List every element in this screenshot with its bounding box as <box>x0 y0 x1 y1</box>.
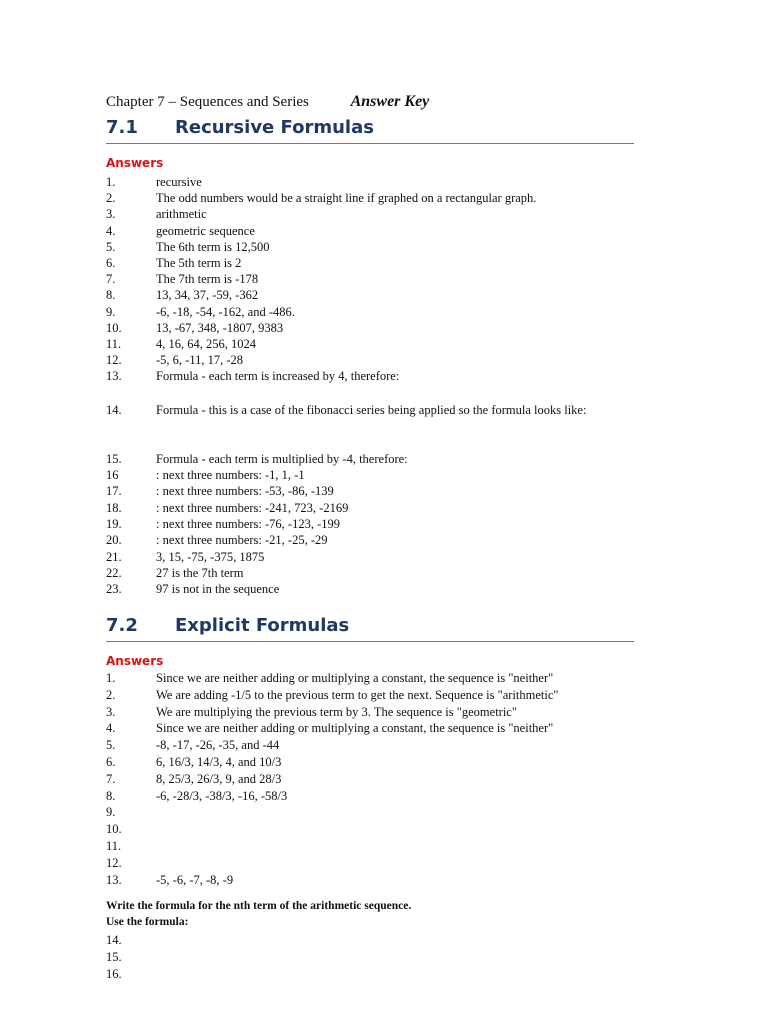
item-number: 13. <box>106 872 122 887</box>
item-text: : next three numbers: -53, -86, -139 <box>156 484 334 499</box>
item-text: The 7th term is -178 <box>156 272 259 287</box>
item-text: The 6th term is 12,500 <box>156 239 270 254</box>
item-text: 13, -67, 348, -1807, 9383 <box>156 320 284 335</box>
item-number: 5. <box>106 738 116 753</box>
chapter-heading <box>106 93 429 111</box>
item-number: 2. <box>106 191 116 206</box>
item-number: 15. <box>106 452 122 466</box>
item-text: : next three numbers: -76, -123, -199 <box>156 516 340 531</box>
item-number: 17. <box>106 484 122 499</box>
item-number: 3. <box>106 704 116 719</box>
item-number: 4. <box>106 721 116 736</box>
item-number: 16 <box>106 468 119 482</box>
item-number: 3. <box>106 207 116 222</box>
section-title: Recursive Formulas <box>175 117 374 138</box>
item-number: 21. <box>106 549 122 564</box>
item-text: 97 is not in the sequence <box>156 582 280 597</box>
item-number: 8. <box>106 288 116 303</box>
item-text: 13, 34, 37, -59, -362 <box>156 288 259 303</box>
section-heading-7-2 <box>106 615 634 642</box>
item-text: geometric sequence <box>156 223 255 238</box>
item-text: Since we are neither adding or multiplying a constant, the sequence is "neither" <box>156 721 554 736</box>
item-text: 27 is the 7th term <box>156 565 244 580</box>
item-text: Formula - this is a case of the fibonacci series being applied so the formula looks like: <box>156 403 587 417</box>
item-text: : next three numbers: -1, 1, -1 <box>156 468 305 482</box>
item-number: 15. <box>106 950 122 964</box>
item-text: 4, 16, 64, 256, 1024 <box>156 337 256 351</box>
chapter-title: Chapter 7 – Sequences and Series <box>106 94 309 110</box>
item-number: 13. <box>106 369 122 384</box>
item-number: 12. <box>106 855 122 870</box>
item-number: 19. <box>106 516 122 531</box>
item-number: 11. <box>106 839 122 853</box>
item-text: : next three numbers: -241, 723, -2169 <box>156 500 349 515</box>
answers-label: Answers <box>106 654 164 668</box>
section-heading-7-1 <box>106 117 634 144</box>
section-number: 7.2 <box>106 615 138 636</box>
item-number: 2. <box>106 687 116 702</box>
section-number: 7.1 <box>106 117 138 138</box>
item-text: -8, -17, -26, -35, and -44 <box>156 738 280 753</box>
item-number: 9. <box>106 304 116 319</box>
item-number: 10. <box>106 320 122 335</box>
instruction-text: Use the formula: <box>106 916 189 928</box>
item-text: Formula - each term is multiplied by -4, therefore: <box>156 452 408 466</box>
instruction-text: Write the formula for the nth term of the arithmetic sequence. <box>106 900 412 912</box>
item-number: 1. <box>106 671 116 685</box>
item-text: 8, 25/3, 26/3, 9, and 28/3 <box>156 771 282 786</box>
section-title: Explicit Formulas <box>175 615 350 636</box>
item-number: 14. <box>106 403 122 417</box>
item-number: 10. <box>106 822 122 837</box>
item-text: recursive <box>156 175 202 189</box>
item-number: 1. <box>106 175 116 189</box>
item-text: : next three numbers: -21, -25, -29 <box>156 533 328 548</box>
item-number: 6. <box>106 755 116 769</box>
item-text: arithmetic <box>156 207 207 222</box>
answers-label: Answers <box>106 156 164 170</box>
item-text: 6, 16/3, 14/3, 4, and 10/3 <box>156 755 282 769</box>
item-text: -5, 6, -11, 17, -28 <box>156 353 244 368</box>
item-number: 11. <box>106 337 122 351</box>
item-text: Since we are neither adding or multiplying a constant, the sequence is "neither" <box>156 671 554 685</box>
item-number: 7. <box>106 272 116 287</box>
item-number: 23. <box>106 582 122 597</box>
item-number: 14. <box>106 933 122 947</box>
item-text: -6, -18, -54, -162, and -486. <box>156 304 295 319</box>
item-text: 3, 15, -75, -375, 1875 <box>156 549 265 564</box>
item-number: 4. <box>106 223 116 238</box>
item-number: 22. <box>106 565 122 580</box>
item-text: We are adding -1/5 to the previous term to get the next. Sequence is "arithmetic" <box>156 687 559 702</box>
item-text: -6, -28/3, -38/3, -16, -58/3 <box>156 788 288 803</box>
item-number: 12. <box>106 353 122 368</box>
item-text: The odd numbers would be a straight line if graphed on a rectangular graph. <box>156 191 537 206</box>
item-number: 6. <box>106 256 116 270</box>
answer-key-label: Answer Key <box>350 93 430 110</box>
item-number: 16. <box>106 967 122 981</box>
item-number: 18. <box>106 500 122 515</box>
item-number: 8. <box>106 788 116 803</box>
item-number: 5. <box>106 239 116 254</box>
item-number: 7. <box>106 771 116 786</box>
item-number: 9. <box>106 805 116 820</box>
item-text: -5, -6, -7, -8, -9 <box>156 872 234 887</box>
item-text: Formula - each term is increased by 4, therefore: <box>156 369 400 384</box>
item-text: The 5th term is 2 <box>156 256 242 270</box>
item-text: We are multiplying the previous term by 3. The sequence is "geometric" <box>156 704 517 719</box>
item-number: 20. <box>106 533 122 548</box>
